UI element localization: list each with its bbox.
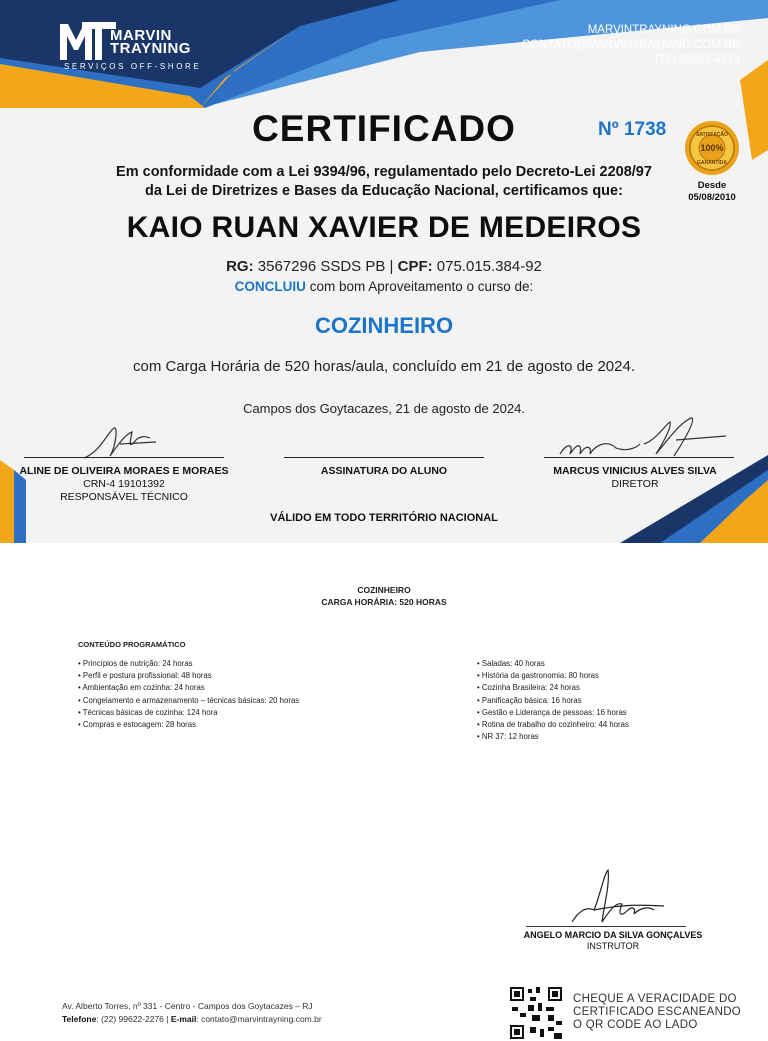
signer-technical-role: RESPONSÁVEL TÉCNICO bbox=[60, 491, 188, 503]
cpf-label: CPF: bbox=[397, 258, 433, 275]
list-item: • Técnicas básicas de cozinha: 124 hora bbox=[78, 707, 299, 719]
signature-line-student bbox=[284, 457, 484, 458]
doc-separator: | bbox=[389, 258, 394, 275]
signature-line-director bbox=[544, 457, 734, 458]
qr-code-icon[interactable] bbox=[508, 985, 564, 1041]
course-name: COZINHEIRO bbox=[314, 313, 454, 338]
verify-line-3: O QR CODE AO LADO bbox=[573, 1019, 698, 1031]
signature-line-instructor bbox=[526, 926, 686, 927]
completion-statement bbox=[0, 279, 768, 294]
law-line-1: Em conformidade com a Lei 9394/96, regulamentado pelo Decreto-Lei 2208/97 bbox=[116, 164, 652, 180]
list-item: • Panificação básica: 16 horas bbox=[477, 695, 629, 707]
student-signature-label: ASSINATURA DO ALUNO bbox=[320, 465, 448, 477]
list-item: • Cozinha Brasileira: 24 horas bbox=[477, 682, 629, 694]
phone-value: : (22) 99622-2276 | bbox=[96, 1014, 171, 1024]
since-label: Desde bbox=[697, 180, 727, 191]
signer-technical-reg: CRN-4 19101392 bbox=[83, 478, 165, 490]
instructor-name: ANGELO MARCIO DA SILVA GONÇALVES bbox=[523, 930, 703, 940]
email-link[interactable]: CONTATO@MARVINTRAYNING.COM.BR bbox=[521, 39, 740, 51]
hours-label: Carga Horária bbox=[165, 358, 260, 375]
content-list-left bbox=[78, 658, 299, 731]
signature-line-technical bbox=[24, 457, 224, 458]
list-item: • Rotina de trabalho do cozinheiro: 44 horas bbox=[477, 719, 629, 731]
page2-workload: CARGA HORÁRIA: 520 HORAS bbox=[321, 597, 447, 607]
student-name: KAIO RUAN XAVIER DE MEDEIROS bbox=[126, 211, 642, 244]
rg-label: RG: bbox=[226, 258, 254, 275]
seal-center-text: 100% bbox=[700, 143, 724, 153]
email-value[interactable]: : contato@marvintrayning.com.br bbox=[196, 1014, 322, 1024]
list-item: • Congelamento e armazenamento – técnicas básicas: 20 horas bbox=[78, 695, 299, 707]
signature-technical-icon bbox=[80, 422, 170, 466]
signature-instructor-icon bbox=[564, 866, 674, 932]
seal-top-text: SATISFAÇÃO bbox=[696, 132, 728, 138]
list-item: • NR 37: 12 horas bbox=[477, 731, 629, 743]
list-item: • Saladas: 40 horas bbox=[477, 658, 629, 670]
workload-statement bbox=[0, 358, 768, 375]
law-line-2: da Lei de Diretrizes e Bases da Educação Nacional, certificamos que: bbox=[145, 183, 623, 199]
content-list-right bbox=[477, 658, 629, 743]
phone-label: Telefone bbox=[62, 1014, 97, 1024]
since-date: 05/08/2010 bbox=[688, 192, 736, 203]
instructor-role: INSTRUTOR bbox=[586, 941, 640, 951]
seal-bottom-text: GARANTIDA bbox=[697, 160, 727, 166]
list-item: • Princípios de nutrição: 24 horas bbox=[78, 658, 299, 670]
mt-logo-icon bbox=[58, 20, 116, 62]
hours-rest: de 520 horas/aula, concluído em 21 de agosto de 2024. bbox=[263, 358, 636, 375]
validity-statement: VÁLIDO EM TODO TERRITÓRIO NACIONAL bbox=[270, 512, 498, 524]
concluiu-rest: com bom Aproveitamento o curso de: bbox=[309, 279, 534, 294]
phone-text: (22) 99865-6219 bbox=[654, 54, 740, 66]
list-item: • Compras e estocagem: 28 horas bbox=[78, 719, 299, 731]
brand-name bbox=[110, 29, 191, 55]
brand-logo bbox=[58, 20, 218, 76]
email-label: E-mail bbox=[170, 1014, 197, 1024]
footer-address bbox=[62, 1000, 322, 1026]
brand-line-2: TRAYNING bbox=[110, 40, 191, 57]
certificate-title-text: CERTIFICADO bbox=[252, 108, 516, 149]
hours-prefix: com bbox=[132, 358, 162, 375]
verify-line-2: CERTIFICADO ESCANEANDO bbox=[573, 1006, 742, 1018]
place-date: Campos dos Goytacazes, 21 de agosto de 2024. bbox=[243, 401, 525, 416]
signature-director-icon bbox=[556, 414, 736, 460]
page2-course-name: COZINHEIRO bbox=[357, 585, 411, 595]
law-statement bbox=[0, 163, 768, 201]
concluiu-word: CONCLUIU bbox=[234, 279, 306, 294]
website-link[interactable]: MARVINTRAYNING.COM.BR bbox=[587, 24, 740, 36]
footer-contact bbox=[62, 1013, 322, 1026]
student-documents bbox=[0, 258, 768, 275]
signer-director-name: MARCUS VINICIUS ALVES SILVA bbox=[553, 465, 717, 477]
signer-technical-name: ALINE DE OLIVEIRA MORAES E MORAES bbox=[19, 465, 229, 477]
verify-qr-text bbox=[573, 993, 741, 1032]
brand-tagline: SERVIÇOS OFF-SHORE bbox=[64, 62, 202, 71]
list-item: • Ambientação em cozinha: 24 horas bbox=[78, 682, 299, 694]
page2-course-header bbox=[0, 584, 768, 608]
cpf-value: 075.015.384-92 bbox=[436, 258, 542, 275]
brand-line-1: MARVIN bbox=[110, 27, 172, 44]
contact-info bbox=[522, 23, 740, 68]
signer-director-role: DIRETOR bbox=[611, 478, 659, 490]
content-heading: CONTEÚDO PROGRAMÁTICO bbox=[78, 640, 186, 649]
list-item: • Gestão e Liderança de pessoas: 16 horas bbox=[477, 707, 629, 719]
certificate-number: Nº 1738 bbox=[598, 119, 667, 140]
verify-line-1: CHEQUE A VERACIDADE DO bbox=[573, 993, 737, 1005]
address-text: Av. Alberto Torres, nº 331 - Centro - Campos dos Goytacazes – RJ bbox=[62, 1001, 313, 1011]
list-item: • História da gastronomia: 80 horas bbox=[477, 670, 629, 682]
list-item: • Perfil e postura profissional: 48 horas bbox=[78, 670, 299, 682]
rg-value: 3567296 SSDS PB bbox=[257, 258, 386, 275]
